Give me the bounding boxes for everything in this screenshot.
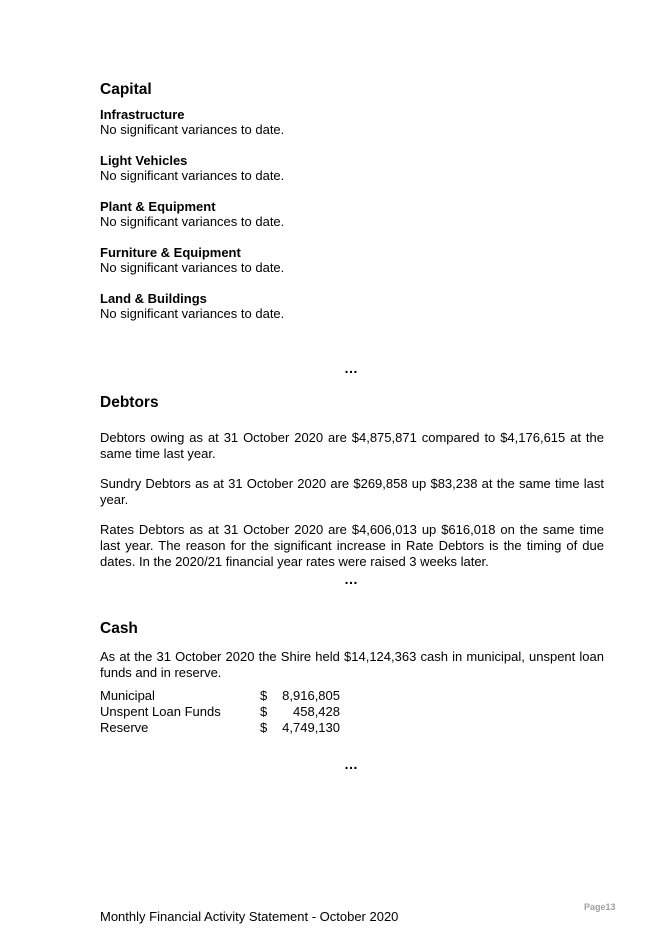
cash-amount: 4,749,130 <box>282 720 340 735</box>
cash-amount: 8,916,805 <box>282 688 340 703</box>
debtors-paragraph: Sundry Debtors as at 31 October 2020 are $269,858 up $83,238 at the same time last year. <box>100 476 604 507</box>
cash-amount: 458,428 <box>293 704 340 719</box>
cash-currency: $ <box>260 688 268 703</box>
capital-heading: Capital <box>100 81 152 98</box>
section-separator: … <box>344 756 358 772</box>
capital-item-title: Infrastructure <box>100 107 185 122</box>
cash-intro: As at the 31 October 2020 the Shire held $14,124,363 cash in municipal, unspent loan funds and in reserve. <box>100 649 604 680</box>
capital-item-text: No significant variances to date. <box>100 168 285 183</box>
cash-label: Reserve <box>100 720 149 735</box>
table-row <box>100 704 340 720</box>
debtors-paragraph: Debtors owing as at 31 October 2020 are $4,875,871 compared to $4,176,615 at the same time last year. <box>100 430 604 461</box>
capital-item-text: No significant variances to date. <box>100 122 285 137</box>
capital-item-title: Land & Buildings <box>100 291 207 306</box>
capital-item-text: No significant variances to date. <box>100 260 285 275</box>
cash-heading: Cash <box>100 620 138 637</box>
capital-item-title: Plant & Equipment <box>100 199 216 214</box>
capital-item-text: No significant variances to date. <box>100 214 285 229</box>
debtors-heading: Debtors <box>100 394 159 411</box>
cash-table <box>100 688 340 736</box>
section-separator: … <box>344 571 358 587</box>
cash-currency: $ <box>260 720 268 735</box>
cash-currency: $ <box>260 704 268 719</box>
table-row <box>100 720 340 736</box>
capital-item-title: Furniture & Equipment <box>100 245 241 260</box>
cash-label: Unspent Loan Funds <box>100 704 221 719</box>
section-separator: … <box>344 360 358 376</box>
capital-item-title: Light Vehicles <box>100 153 188 168</box>
footer-title: Monthly Financial Activity Statement - October 2020 <box>100 909 399 924</box>
page-number: Page13 <box>584 902 616 912</box>
cash-label: Municipal <box>100 688 155 703</box>
table-row <box>100 688 340 704</box>
debtors-paragraph: Rates Debtors as at 31 October 2020 are $4,606,013 up $616,018 on the same time last year. The reason for the significant increase in Rate Debtors is the timing of due dates. In the 2020/21 financial year rates were raised 3 weeks later. <box>100 522 604 569</box>
capital-item-text: No significant variances to date. <box>100 306 285 321</box>
